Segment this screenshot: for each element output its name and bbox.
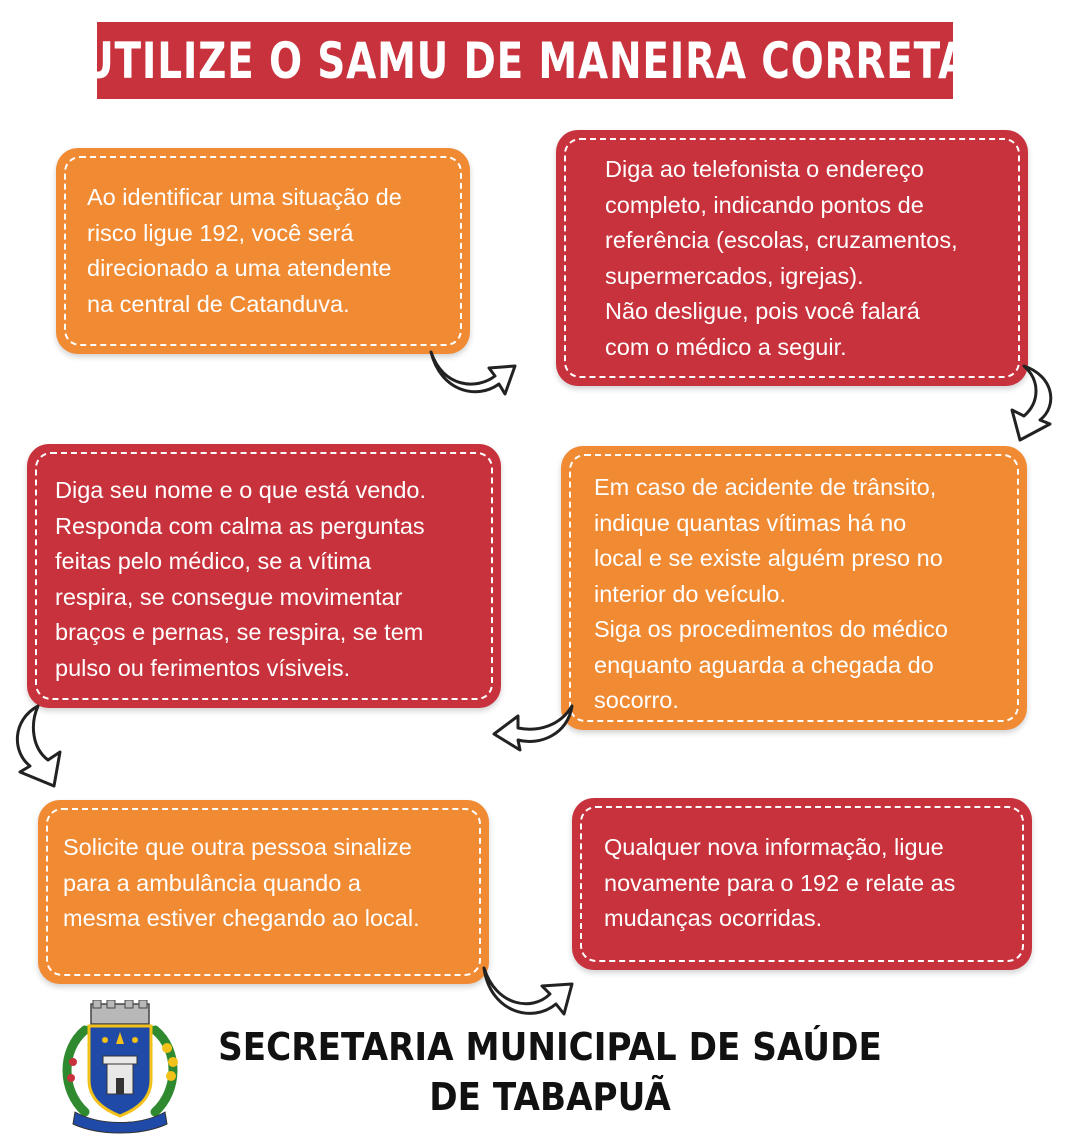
step-card-5 [38, 800, 489, 984]
title-banner [81, 22, 969, 99]
curved-arrow-icon [488, 700, 578, 756]
step-text-5: Solicite que outra pessoa sinalize para a ambulância quando a mesma estiver chegando ao local. [63, 834, 420, 931]
footer-line-2: DE TABAPUÃ [429, 1075, 671, 1119]
step-card-1 [56, 148, 470, 354]
footer-line-1: SECRETARIA MUNICIPAL DE SAÚDE [218, 1025, 882, 1069]
step-text-3: Em caso de acidente de trânsito, indique quantas vítimas há no local e se existe alguém preso no interior do veículo. Siga os procedimentos do médico enquanto aguarda a chegada do socorro. [594, 474, 949, 713]
step-card-4 [27, 444, 501, 708]
curved-arrow-icon [425, 340, 520, 400]
page-title: UTILIZE O SAMU DE MANEIRA CORRETA [81, 31, 969, 90]
municipal-coat-of-arms-icon [55, 1000, 185, 1135]
curved-arrow-icon [8, 702, 70, 790]
step-card-3 [561, 446, 1027, 730]
step-card-2 [556, 130, 1028, 386]
step-text-2: Diga ao telefonista o endereço completo, indicando pontos de referência (escolas, cruzamentos, supermercados, igrejas). Não desligue, pois você falará com o médico a seguir. [605, 156, 958, 360]
footer-organization [170, 1022, 930, 1122]
step-text-1: Ao identificar uma situação de risco ligue 192, você será direcionado a uma atendente na central de Catanduva. [87, 184, 402, 317]
step-text-4: Diga seu nome e o que está vendo. Responda com calma as perguntas feitas pelo médico, se a vítima respira, se consegue movimentar braços e pernas, se respira, se tem pulso ou ferimentos vísiveis. [55, 477, 427, 681]
step-text-6: Qualquer nova informação, ligue novamente para o 192 e relate as mudanças ocorridas. [604, 834, 956, 931]
curved-arrow-icon [476, 962, 576, 1022]
step-card-6 [572, 798, 1032, 970]
curved-arrow-icon [1000, 362, 1060, 444]
